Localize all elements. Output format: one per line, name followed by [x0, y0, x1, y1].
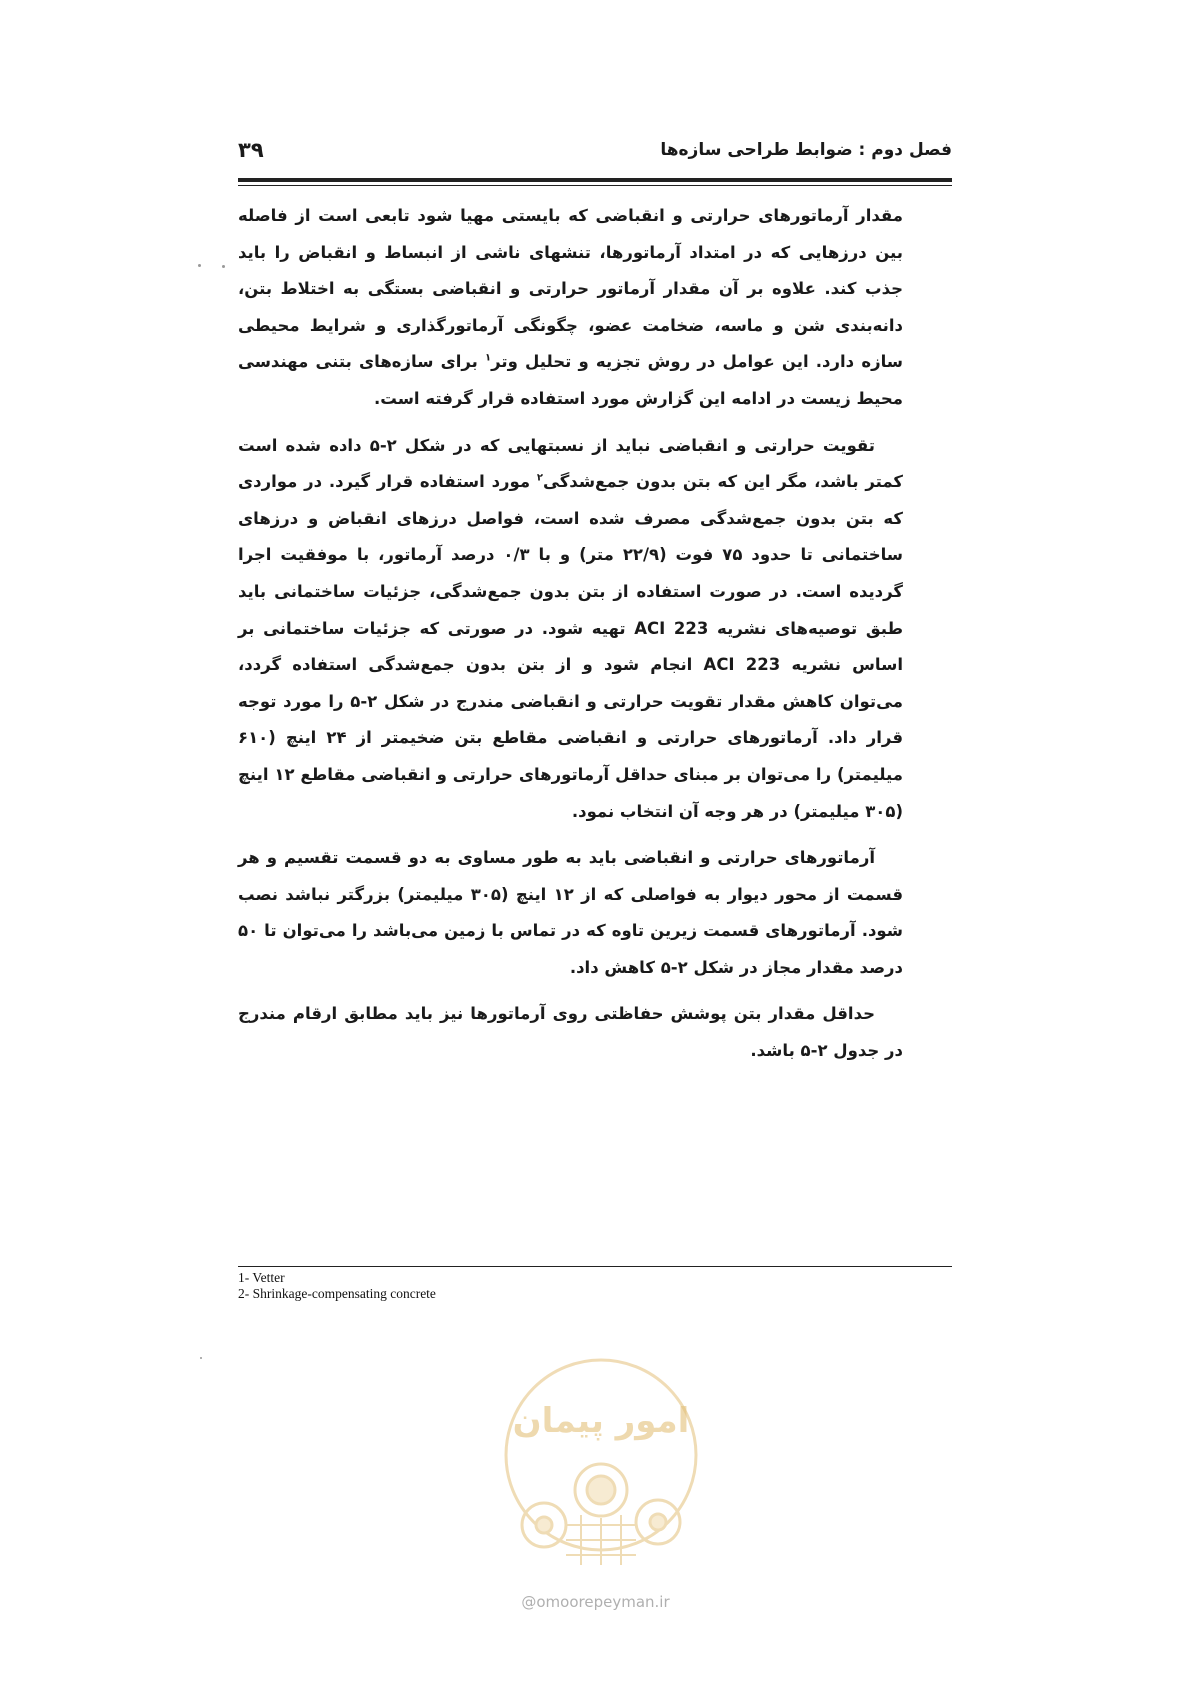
gear-icon — [522, 1503, 566, 1547]
paragraph-2: تقویت حرارتی و انقباضی نباید از نسبتهایی که در شکل ۲-۵ داده شده است کمتر باشد، مگر این که بتن بدون جمع‌شدگی$^۲$ مورد استفاده قرار گیرد. در مواردی که بتن بدون جمع‌شدگی مصرف شده است، فواصل درزهای انقباض و درزهای ساختمانی تا حدود ۷۵ فوت (۲۲/۹ متر) و با ۰/۳ درصد آرماتور، با موفقیت اجرا گردیده است. در صورت استفاده از بتن بدون جمع‌شدگی، جزئیات ساختمانی باید طبق توصیه‌های نشریه ACI 223 تهیه شود. در صورتی که جزئیات ساختمانی بر اساس نشریه ACI 223 انجام شود و از بتن بدون جمع‌شدگی استفاده گردد، می‌توان کاهش مقدار تقویت حرارتی و انقباضی مندرج در شکل ۲-۵ را مورد توجه قرار داد. آرماتورهای حرارتی و انقباضی مقاطع بتن ضخیمتر از ۲۴ اینچ (۶۱۰ میلیمتر) را می‌توان بر مبنای حداقل آرماتورهای حرارتی و انقباضی مقاطع ۱۲ اینچ (۳۰۵ میلیمتر) در هر وجه آن انتخاب نمود. — [238, 435, 904, 821]
footnote-ref-1: ۱ — [485, 352, 492, 364]
gear-icon — [636, 1500, 680, 1544]
footnote-ref-2: ۲ — [536, 472, 544, 484]
chapter-title: فصل دوم : ضوابط طراحی سازه‌ها — [660, 140, 952, 160]
paragraph-1: مقدار آرماتورهای حرارتی و انقباضی که بایستی مهیا شود تابعی است از فاصله بین درزهایی که در امتداد آرماتورها، تنشهای ناشی از انبساط و انقباض را باید جذب کند. علاوه بر آن مقدار آرماتور حرارتی و انقباضی بستگی به اختلاط بتن، دانه‌بندی شن و ماسه، ضخامت عضو، چگونگی آرماتورگذاری و شرایط محیطی سازه دارد. این عوامل در روش تجزیه و تحلیل وتر$^۱$ برای سازه‌های بتنی مهندسی محیط زیست در ادامه این گزارش مورد استفاده قرار گرفته است. — [238, 206, 903, 408]
footnote-rule — [238, 1266, 952, 1267]
grid-icon — [566, 1515, 636, 1565]
seal-icon — [575, 1464, 627, 1516]
paragraph-3: آرماتورهای حرارتی و انقباضی باید به طور مساوی به دو قسمت تقسیم و هر قسمت از محور دیوار به فواصلی که از ۱۲ اینچ (۳۰۵ میلیمتر) بزرگتر نباشد نصب شود. آرماتورهای قسمت زیرین تاوه که در تماس با زمین می‌باشد را می‌توان تا ۵۰ درصد مقدار مجاز در شکل ۲-۵ کاهش داد. — [238, 848, 904, 977]
watermark-logo-text: امور پیمان — [512, 1401, 690, 1441]
watermark-url: @omoorepeyman.ir — [521, 1593, 670, 1611]
footnotes — [238, 1270, 436, 1302]
header-rule-thick — [238, 178, 952, 182]
paragraph-4: حداقل مقدار بتن پوشش حفاظتی روی آرماتورها نیز باید مطابق ارقام مندرج در جدول ۲-۵ باشد. — [238, 1004, 903, 1061]
body-text — [238, 198, 903, 1080]
footnote-2: 2- Shrinkage-compensating concrete — [238, 1286, 436, 1301]
scan-speck — [222, 265, 225, 268]
scan-speck — [200, 1357, 202, 1359]
page-number: ۳۹ — [238, 138, 264, 162]
watermark-logo — [496, 1340, 706, 1590]
scan-speck — [198, 264, 201, 267]
header-rule-thin — [238, 185, 952, 186]
footnote-1: 1- Vetter — [238, 1270, 285, 1285]
page-header — [238, 138, 952, 168]
